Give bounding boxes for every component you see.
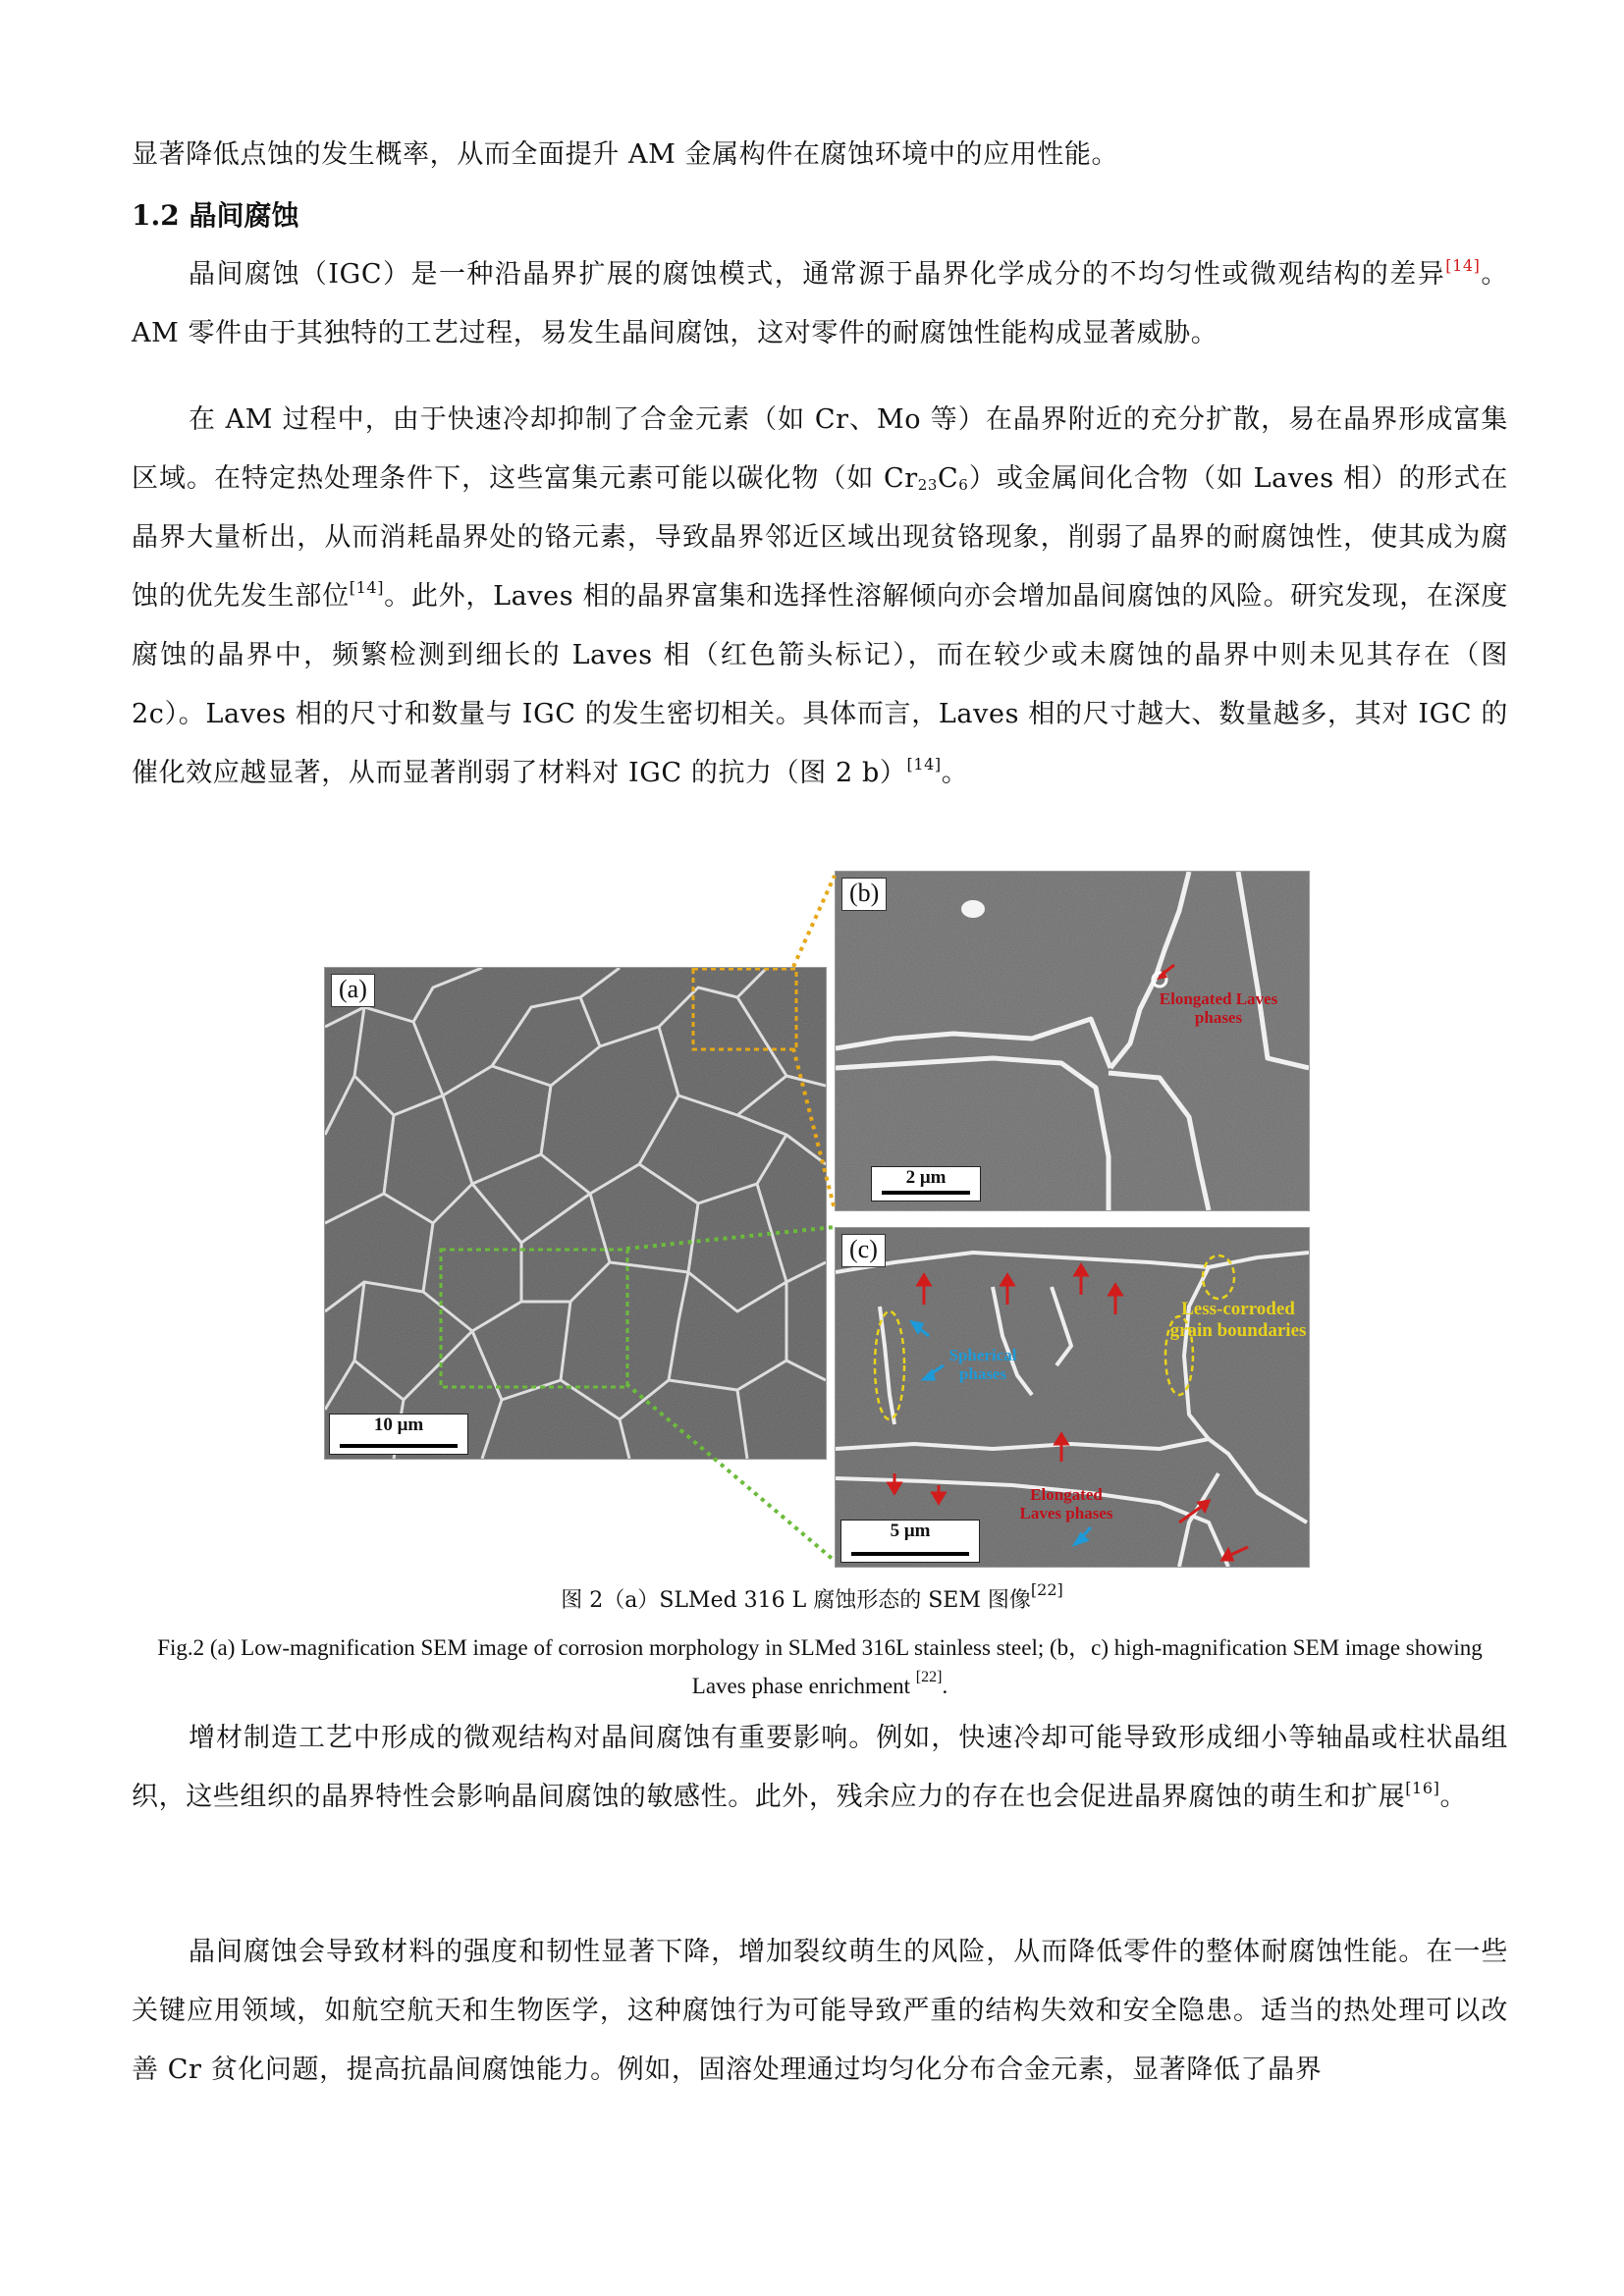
caption-text: Fig.2 (a) Low-magnification SEM image of corrosion morphology in SLMed 316L stainless steel; (b，c) high-magnification SEM image showing Laves phase enrichment (157, 1635, 1483, 1698)
caption-text: . (942, 1674, 948, 1698)
paragraph-microstructure (132, 1709, 1508, 1827)
paragraph-text: ）或金属间化合物（如 Laves 相）的形式在晶界大量析出，从而消耗晶界处的铬元素，导致晶界邻近区域出现贫铬现象，削弱了晶界的耐腐蚀性，使其成为腐蚀的优先发生部位 (132, 463, 1508, 612)
sem-image-b (836, 872, 1309, 1210)
paragraph-igc-definition (132, 245, 1508, 363)
subscript: 23 (917, 476, 939, 494)
paragraph-text: 。 (941, 758, 969, 788)
scale-bar-line (851, 1552, 969, 1556)
paragraph-text: 在 AM 过程中，由于快速冷却抑制了合金元素（如 Cr、Mo 等）在晶界附近的充分扩散，易在晶界形成富集区域。在特定热处理条件下，这些富集元素可能以碳化物（如 Cr (132, 404, 1508, 494)
scale-bar-line (882, 1191, 970, 1195)
panel-label-c: (c) (841, 1234, 886, 1267)
intro-paragraph: 显著降低点蚀的发生概率，从而全面提升 AM 金属构件在腐蚀环境中的应用性能。 (132, 139, 1119, 170)
sem-panel-b (835, 871, 1310, 1211)
citation: [22] (915, 1669, 943, 1685)
annotation-spherical-phases: Spherical phases (948, 1346, 1017, 1383)
caption-text: 图 2（a）SLMed 316 L 腐蚀形态的 SEM 图像 (561, 1588, 1031, 1613)
annotation-elongated-laves-c: Elongated Laves phases (1019, 1485, 1113, 1522)
citation: [14] (1445, 256, 1481, 275)
scale-bar-label: 10 μm (373, 1415, 424, 1435)
paragraph-text: 。此外，Laves 相的晶界富集和选择性溶解倾向亦会增加晶间腐蚀的风险。研究发现，在深度腐蚀的晶界中，频繁检测到细长的 Laves 相（红色箭头标记），而在较少或未腐蚀的晶界中则未见其存在（图 2c）。Laves 相的尺寸和数量与 IGC 的发生密切相关。具体而言，Laves 相的尺寸越大、数量越多，其对 IGC 的催化效应越显著，从而显著削弱了材料对 IGC 的抗力（图 2 b） (132, 581, 1508, 788)
citation: [16] (1405, 1779, 1440, 1797)
scale-bar-b (871, 1166, 981, 1201)
subscript: 6 (958, 476, 969, 494)
sem-image-a (325, 968, 826, 1459)
annotation-elongated-laves-b: Elongated Laves phases (1159, 989, 1278, 1027)
scale-bar-label: 2 μm (905, 1167, 947, 1188)
paragraph-text: C (938, 463, 959, 494)
paragraph-text: 。AM 零件由于其独特的工艺过程，易发生晶间腐蚀，这对零件的耐腐蚀性能构成显著威胁。 (132, 259, 1508, 348)
paragraph-consequences: 晶间腐蚀会导致材料的强度和韧性显著下降，增加裂纹萌生的风险，从而降低零件的整体耐腐蚀性能。在一些关键应用领域，如航空航天和生物医学，这种腐蚀行为可能导致严重的结构失效和安全隐患。适当的热处理可以改善 Cr 贫化问题，提高抗晶间腐蚀能力。例如，固溶处理通过均匀化分布合金元素，显著降低了晶界 (132, 1937, 1508, 2085)
scale-bar-c (840, 1520, 980, 1563)
panel-label-b: (b) (841, 878, 887, 911)
sem-panel-c (835, 1227, 1310, 1568)
citation: [14] (906, 755, 942, 774)
annotation-less-corroded: Less-corroded grain boundaries (1169, 1299, 1307, 1341)
zoom-line-b-top (793, 876, 835, 967)
scale-bar-line (340, 1444, 458, 1448)
paragraph-text: 。 (1439, 1782, 1468, 1812)
paragraph-text: 增材制造工艺中形成的微观结构对晶间腐蚀有重要影响。例如，快速冷却可能导致形成细小等轴晶或柱状晶组织，这些组织的晶界特性会影响晶间腐蚀的敏感性。此外，残余应力的存在也会促进晶界腐蚀的萌生和扩展 (132, 1723, 1508, 1812)
panel-label-a: (a) (331, 974, 375, 1007)
sem-panel-a (324, 967, 827, 1460)
section-heading: 1.2 晶间腐蚀 (132, 199, 299, 232)
citation: [22] (1030, 1580, 1063, 1599)
scale-bar-label: 5 μm (890, 1521, 931, 1541)
paragraph-am-process (132, 391, 1508, 803)
paragraph-text: 晶间腐蚀（IGC）是一种沿晶界扩展的腐蚀模式，通常源于晶界化学成分的不均匀性或微观结构的差异 (189, 259, 1446, 290)
figure-caption-english (132, 1629, 1508, 1705)
scale-bar-a (329, 1414, 468, 1455)
figure-caption-chinese (0, 1580, 1624, 1614)
citation: [14] (349, 578, 385, 597)
